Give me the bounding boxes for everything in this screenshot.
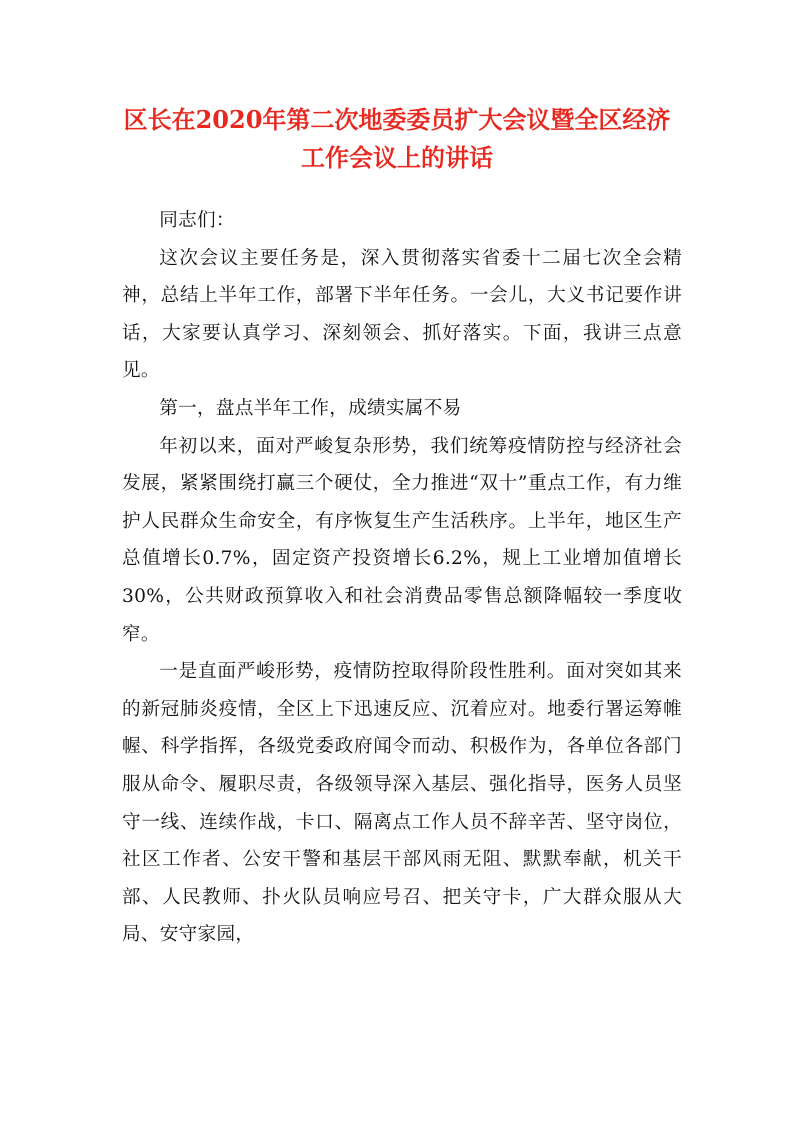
paragraph-intro: 这次会议主要任务是，深入贯彻落实省委十二届七次全会精神，总结上半年工作，部署下半年任务。一会儿，大义书记要作讲话，大家要认真学习、深刻领会、抓好落实。下面，我讲三点意见。 bbox=[122, 247, 682, 382]
paragraph-epidemic: 一是直面严峻形势，疫情防控取得阶段性胜利。面对突如其来的新冠肺炎疫情，全区上下迅速反应、沉着应对。地委行署运筹帷幄、科学指挥，各级党委政府闻令而动、积极作为，各单位各部门服从命令、履职尽责，各级领导深入基层、强化指导，医务人员坚守一线、连续作战，卡口、隔离点工作人员不辞辛苦、坚守岗位，社区工作者、公安干警和基层干部风雨无阻、默默奉献，机关干部、人民教师、扑火队员响应号召、把关守卡，广大群众服从大局、安守家园， bbox=[122, 661, 682, 946]
section-heading-1: 第一，盘点半年工作，成绩实属不易 bbox=[159, 397, 462, 419]
document-title-line-1: 区长在2020年第二次地委委员扩大会议暨全区经济 bbox=[123, 105, 671, 134]
salutation: 同志们： bbox=[159, 210, 235, 231]
paragraph-summary: 年初以来，面对严峻复杂形势，我们统筹疫情防控与经济社会发展，紧紧围绕打赢三个硬仗，全力推进“双十”重点工作，有力维护人民群众生命安全，有序恢复生产生活秩序。上半年，地区生产总值增长0.7%，固定资产投资增长6.2%，规上工业增加值增长30%，公共财政预算收入和社会消费品零售总额降幅较一季度收窄。 bbox=[122, 435, 682, 645]
document-body bbox=[122, 202, 682, 954]
document-title-line-2: 工作会议上的讲话 bbox=[301, 143, 493, 172]
